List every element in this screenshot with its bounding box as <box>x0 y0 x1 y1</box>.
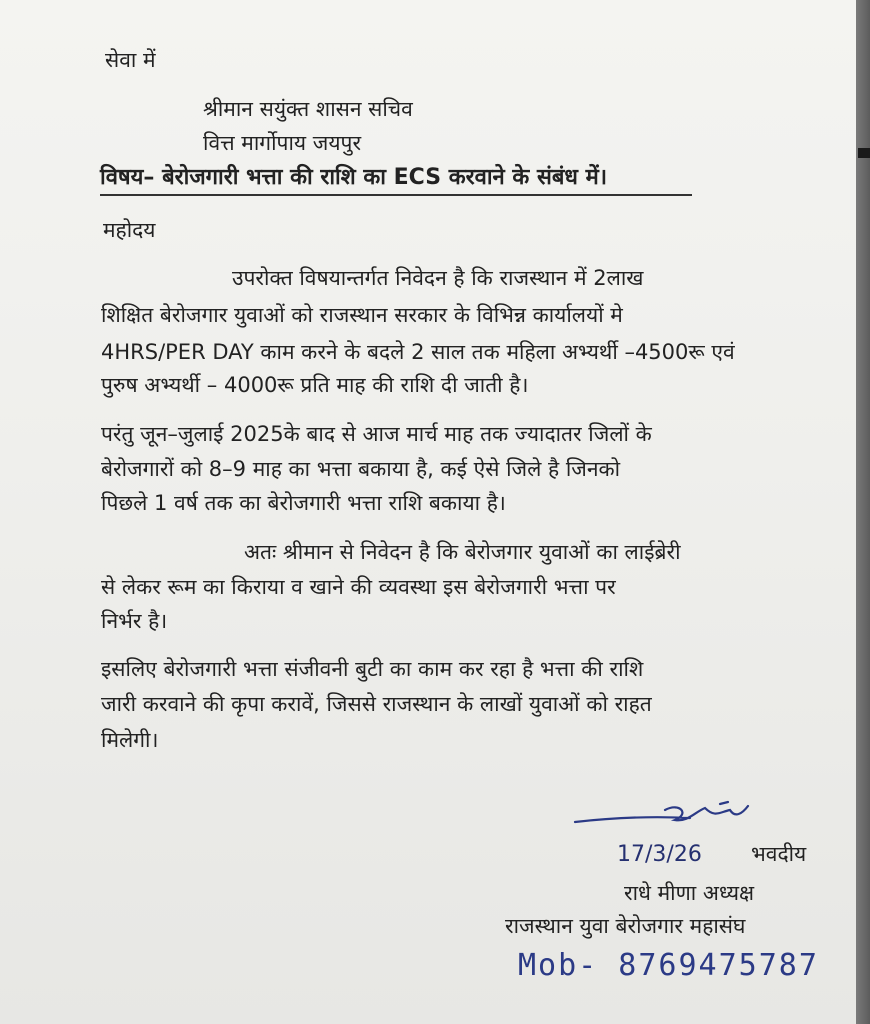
signer-name: राधे मीणा अध्यक्ष <box>624 881 755 905</box>
para1-line1: उपरोक्त विषयान्तर्गत निवेदन है कि राजस्थान में 2लाख <box>232 266 644 290</box>
recipient-office: वित्त मार्गोपाय जयपुर <box>203 131 362 155</box>
para2-line1: परंतु जून–जुलाई 2025के बाद से आज मार्च माह तक ज्यादातर जिलों के <box>101 422 652 446</box>
para4-line3: मिलेगी। <box>101 728 159 752</box>
edge-mark <box>858 148 870 158</box>
subject-underline <box>100 194 692 196</box>
para1-line3: 4HRS/PER DAY काम करने के बदले 2 साल तक महिला अभ्यर्थी –4500रू एवं <box>101 340 735 364</box>
closing: भवदीय <box>751 842 807 866</box>
para1-line4: पुरुष अभ्यर्थी – 4000रू प्रति माह की राशि दी जाती है। <box>101 373 529 397</box>
salutation-to: सेवा में <box>105 48 156 72</box>
para2-line2: बेरोजगारों को 8–9 माह का भत्ता बकाया है, कई ऐसे जिले है जिनको <box>101 457 621 481</box>
para2-line3: पिछले 1 वर्ष तक का बेरोजगारी भत्ता राशि बकाया है। <box>101 491 506 515</box>
para3-line3: निर्भर है। <box>101 609 168 633</box>
handwritten-date: 17/3/26 <box>617 842 702 867</box>
signer-organization: राजस्थान युवा बेरोजगार महासंघ <box>505 914 746 938</box>
para1-line2: शिक्षित बेरोजगार युवाओं को राजस्थान सरकार के विभिन्न कार्यालयों मे <box>101 303 623 327</box>
para3-line1: अतः श्रीमान से निवेदन है कि बेरोजगार युवाओं का लाईब्रेरी <box>244 540 681 564</box>
recipient-title: श्रीमान सयुंक्त शासन सचिव <box>203 97 413 121</box>
para3-line2: से लेकर रूम का किराया व खाने की व्यवस्था इस बेरोजगारी भत्ता पर <box>101 575 616 599</box>
greeting: महोदय <box>103 218 156 242</box>
subject-line: विषय– बेरोजगारी भत्ता की राशि का ECS करवाने के संबंध में। <box>100 165 608 190</box>
handwritten-mobile: Mob- 8769475787 <box>518 948 819 983</box>
para4-line2: जारी करवाने की कृपा करावें, जिससे राजस्थान के लाखों युवाओं को राहत <box>101 692 652 716</box>
para4-line1: इसलिए बेरोजगारी भत्ता संजीवनी बुटी का काम कर रहा है भत्ता की राशि <box>101 657 644 681</box>
